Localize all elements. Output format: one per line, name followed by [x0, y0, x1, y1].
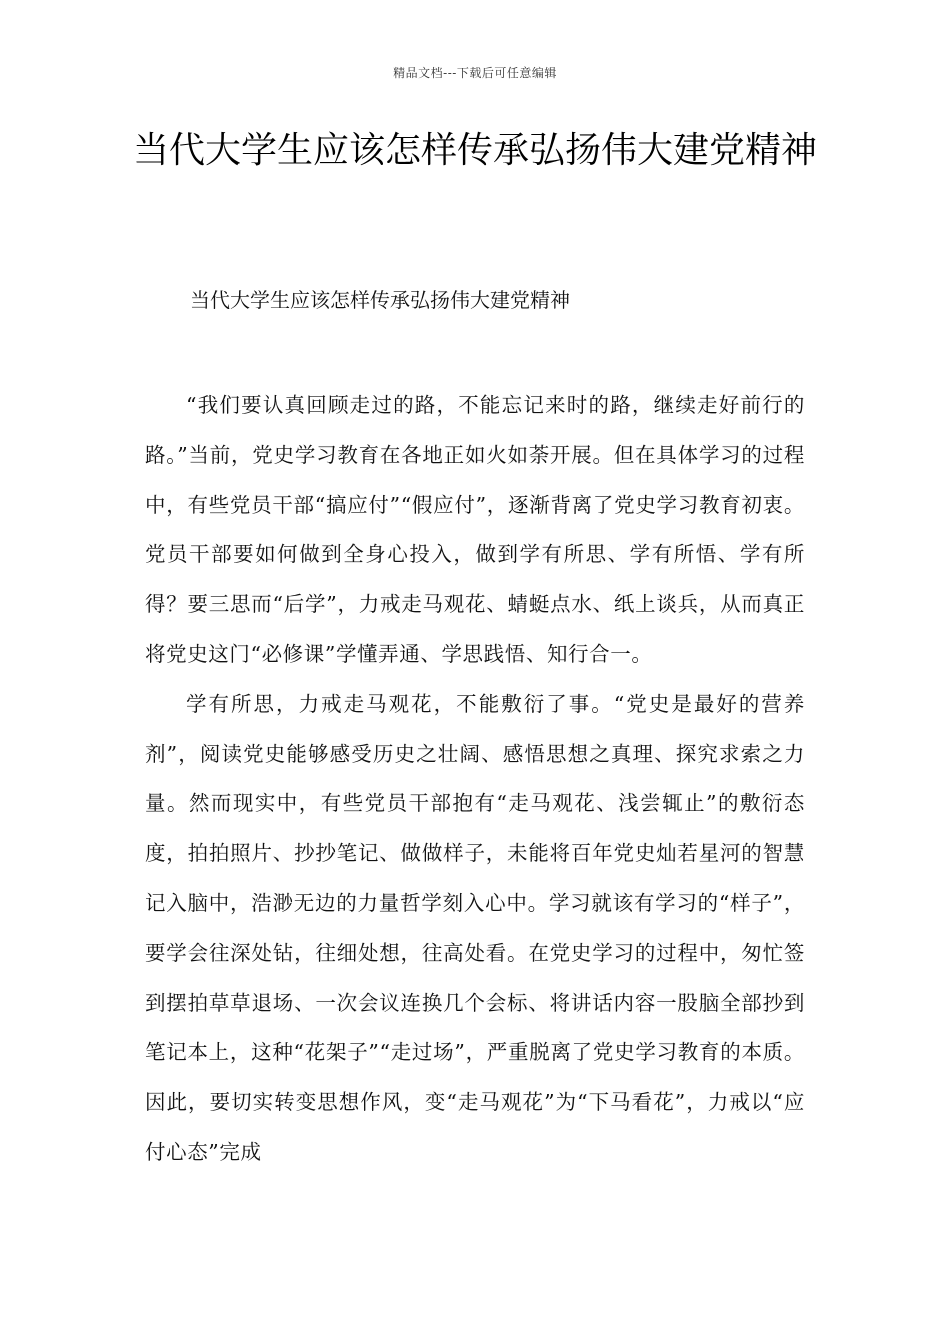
document-body	[145, 381, 805, 1178]
document-subtitle: 当代大学生应该怎样传承弘扬伟大建党精神	[190, 288, 570, 312]
document-title: 当代大学生应该怎样传承弘扬伟大建党精神	[132, 130, 817, 171]
paragraph-1: “我们要认真回顾走过的路，不能忘记来时的路，继续走好前行的路。”当前，党史学习教育在各地正如火如荼开展。但在具体学习的过程中，有些党员干部“搞应付”“假应付”，逐渐背离了党史学习教育初衷。党员干部要如何做到全身心投入，做到学有所思、学有所悟、学有所得？要三思而“后学”，力戒走马观花、蜻蜓点水、纸上谈兵，从而真正将党史这门“必修课”学懂弄通、学思践悟、知行合一。	[145, 393, 805, 666]
header-note: 精品文档---下载后可任意编辑	[393, 66, 557, 80]
paragraph-2: 学有所思，力戒走马观花，不能敷衍了事。“党史是最好的营养剂”，阅读党史能够感受历史之壮阔、感悟思想之真理、探究求索之力量。然而现实中，有些党员干部抱有“走马观花、浅尝辄止”的敷衍态度，拍拍照片、抄抄笔记、做做样子，未能将百年党史灿若星河的智慧记入脑中，浩渺无边的力量哲学刻入心中。学习就该有学习的“样子”，要学会往深处钻，往细处想，往高处看。在党史学习的过程中，匆忙签到摆拍草草退场、一次会议连换几个会标、将讲话内容一股脑全部抄到笔记本上，这种“花架子”“走过场”，严重脱离了党史学习教育的本质。因此，要切实转变思想作风，变“走马观花”为“下马看花”，力戒以“应付心态”完成	[145, 691, 805, 1164]
